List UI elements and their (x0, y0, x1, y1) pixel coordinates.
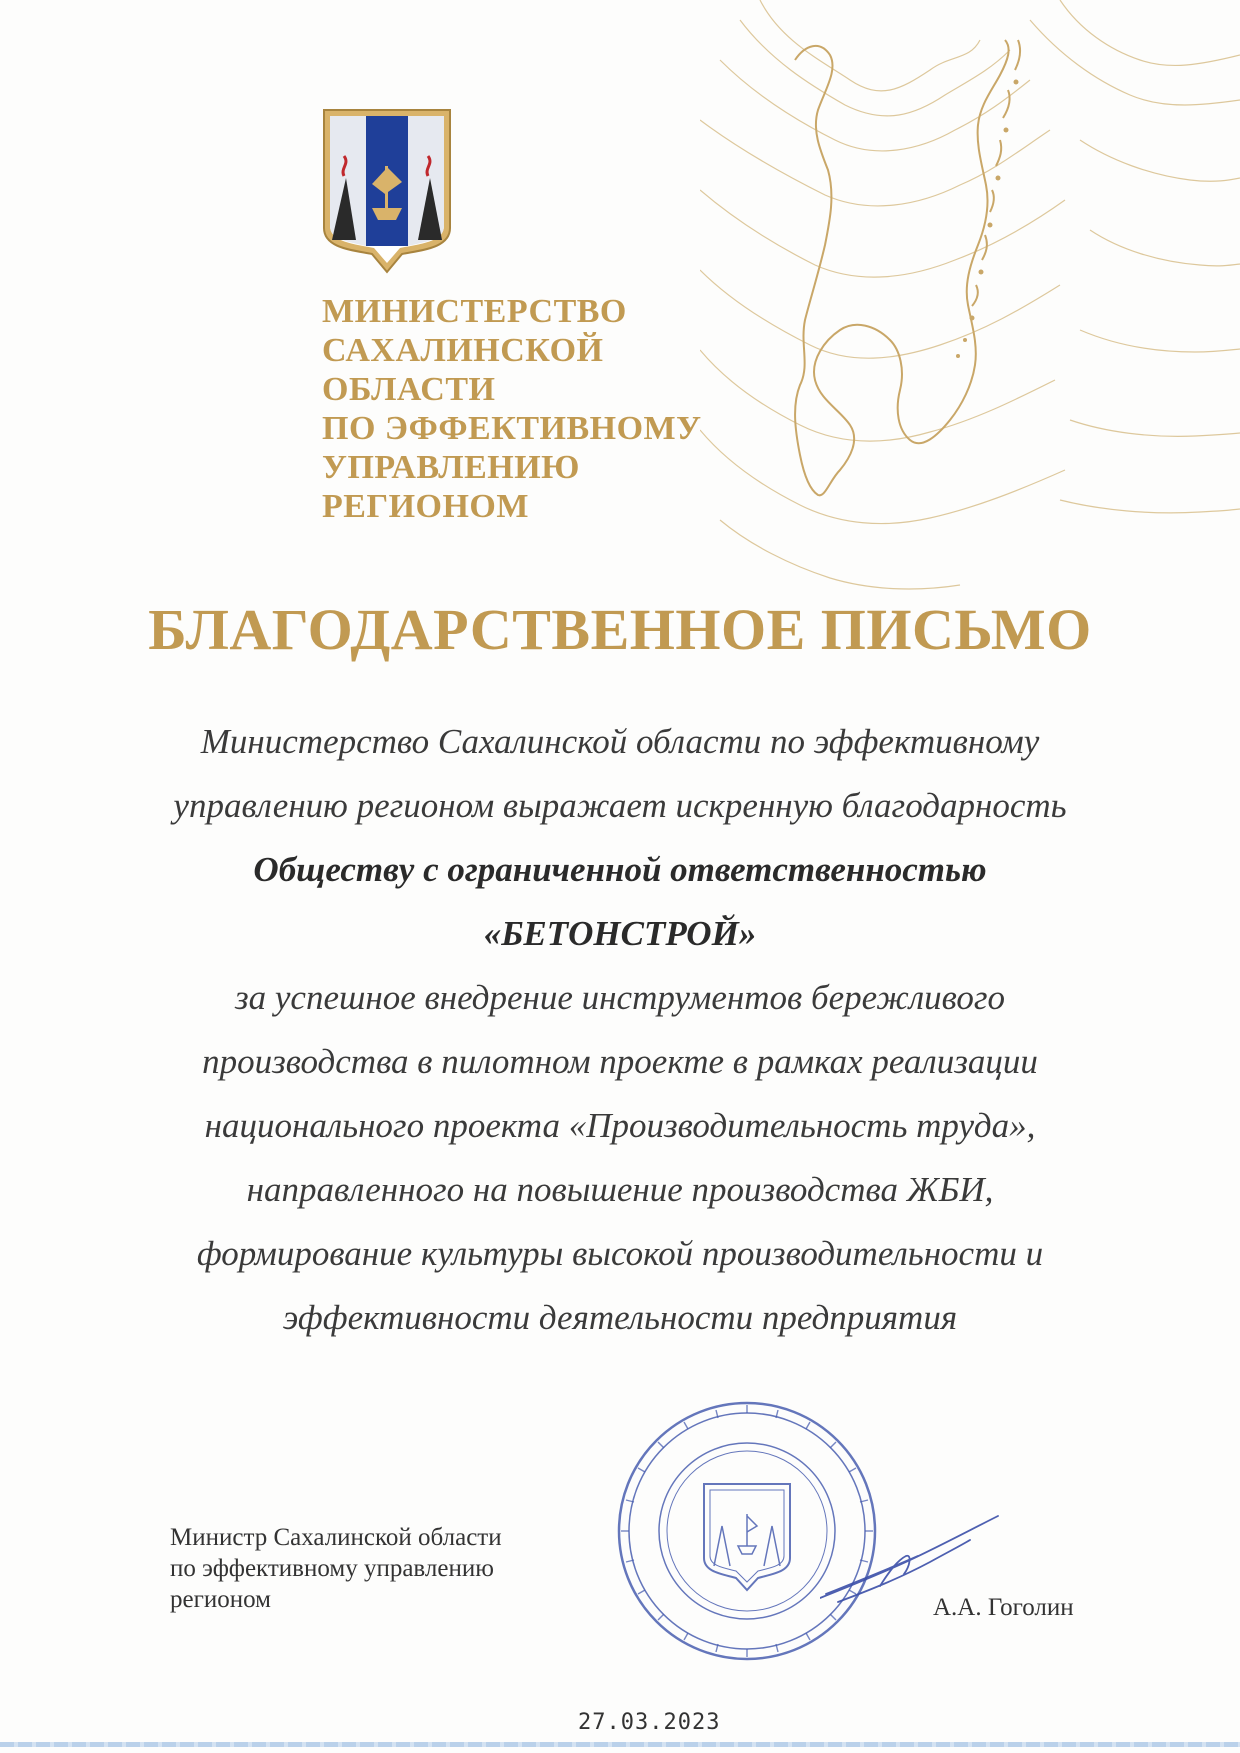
recipient-line: Обществу с ограниченной ответственностью (253, 850, 987, 889)
body-line: направленного на повышение производства ЖБИ, (246, 1170, 994, 1209)
coat-of-arms-emblem (322, 108, 452, 274)
ministry-heading-line: МИНИСТЕРСТВО (322, 293, 627, 330)
signer-title (170, 1522, 502, 1615)
body-line: за успешное внедрение инструментов бережливого (234, 978, 1006, 1017)
body-line: производства в пилотном проекте в рамках реализации (202, 1042, 1038, 1081)
document-title: БЛАГОДАРСТВЕННОЕ ПИСЬМО (148, 597, 1092, 662)
signer-name: А.А. Гоголин (933, 1594, 1074, 1621)
handwritten-date: 27.03.2023 (578, 1710, 721, 1735)
handwritten-signature (820, 1490, 1000, 1610)
body-line: Министерство Сахалинской области по эффективному (200, 722, 1040, 761)
signer-title-line: по эффективному управлению (170, 1555, 494, 1582)
signer-title-line: Министр Сахалинской области (170, 1524, 502, 1551)
ministry-heading (322, 292, 702, 526)
recipient-company-name: «БЕТОНСТРОЙ» (483, 914, 757, 953)
letter-body (140, 710, 1100, 1350)
body-line: эффективности деятельности предприятия (282, 1298, 958, 1337)
ministry-heading-line: РЕГИОНОМ (322, 488, 529, 525)
bottom-scan-border (0, 1742, 1240, 1747)
signer-title-line: регионом (170, 1586, 271, 1613)
ministry-heading-line: УПРАВЛЕНИЮ (322, 449, 580, 486)
sakhalin-map-decoration (700, 0, 1240, 600)
ministry-heading-line: САХАЛИНСКОЙ (322, 332, 604, 369)
body-line: национального проекта «Производительность труда», (204, 1106, 1036, 1145)
ministry-heading-line: ОБЛАСТИ (322, 371, 496, 408)
ministry-heading-line: ПО ЭФФЕКТИВНОМУ (322, 410, 702, 447)
body-line: формирование культуры высокой производительности и (196, 1234, 1044, 1273)
body-line: управлению регионом выражает искренную благодарность (173, 786, 1067, 825)
